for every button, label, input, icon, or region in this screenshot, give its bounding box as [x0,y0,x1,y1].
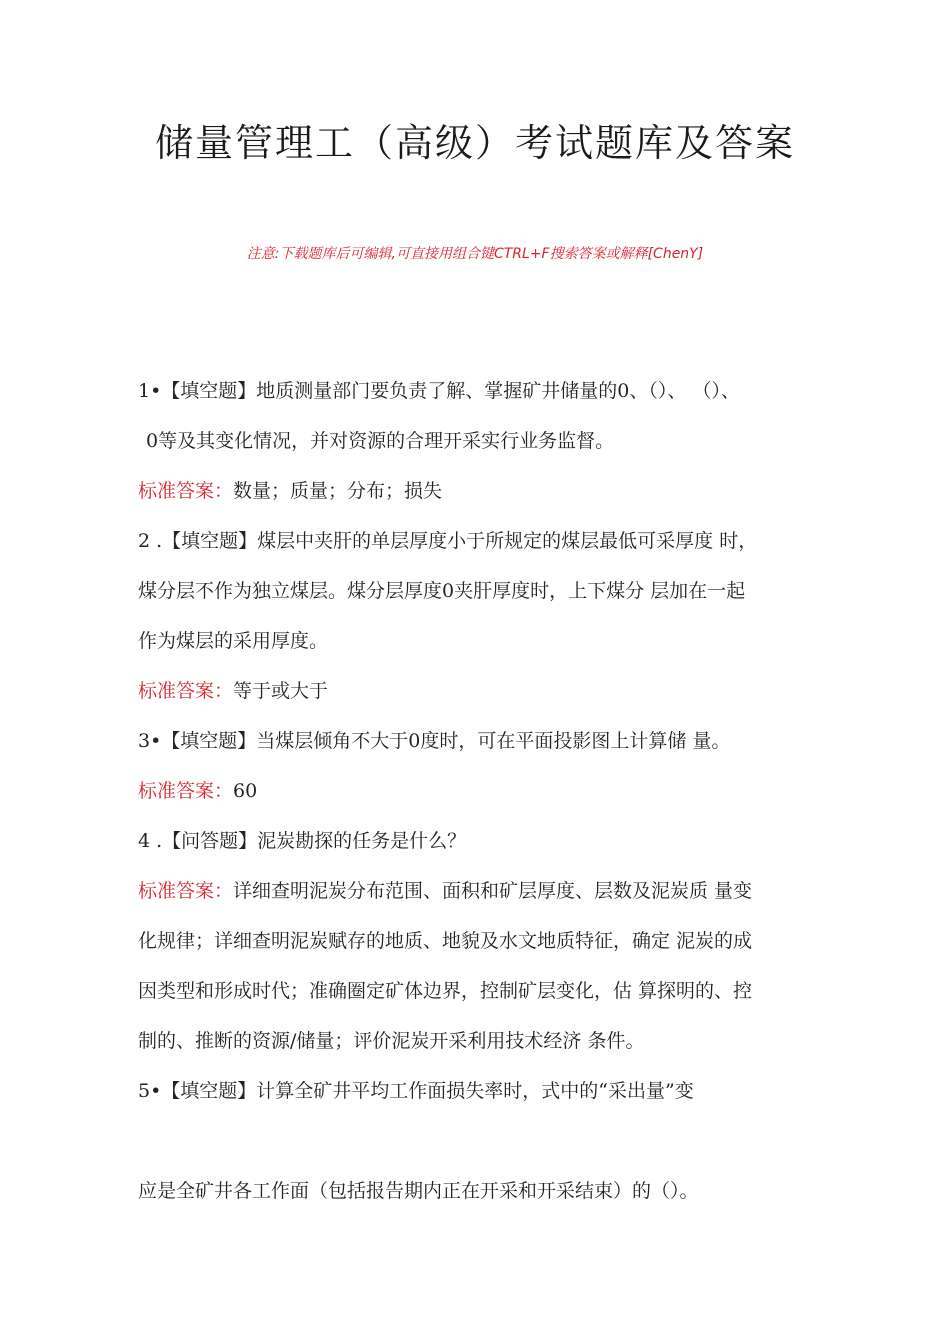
download-notice: 注意:下载题库后可编辑,可直接用组合键CTRL+F搜索答案或解释[ChenY] [246,246,704,262]
question-4-answer-line-4: 制的、推断的资源/储量；评价泥炭开采利用技术经济 条件。 [138,1030,645,1052]
question-2-line-2: 煤分层不作为独立煤层。煤分层厚度0夹肝厚度时，上下煤分 层加在一起 [138,580,746,602]
answer-label: 标准答案： [138,680,234,702]
question-1-line-2: 0等及其变化情况，并对资源的合理开采实行业务监督。 [146,430,615,452]
question-3-line-1: 3•【填空题】当煤层倾角不大于0度时，可在平面投影图上计算储 量。 [138,730,731,752]
question-2-line-3: 作为煤层的采用厚度。 [138,630,329,652]
answer-label: 标准答案： [138,780,234,802]
answer-label: 标准答案： [138,880,234,902]
answer-text: 数量；质量；分布；损失 [233,480,443,502]
question-1-answer [138,466,838,516]
question-4-answer-line-3: 因类型和形成时代；准确圈定矿体边界，控制矿层变化，估 算探明的、控 [138,980,753,1002]
answer-label: 标准答案： [138,480,234,502]
answer-text: 60 [233,780,258,802]
question-5-line-2: 应是全矿井各工作面（包括报告期内正在开采和开采结束）的（）。 [138,1180,699,1202]
paragraph-gap [138,1116,838,1166]
question-2-line-1: 2 .【填空题】煤层中夹肝的单层厚度小于所规定的煤层最低可采厚度 时， [138,530,758,552]
question-4-answer-line-2: 化规律；详细查明泥炭赋存的地质、地貌及水文地质特征，确定 泥炭的成 [138,930,753,952]
document-title: 储量管理工（高级）考试题库及答案 [154,121,795,165]
question-4-line-1: 4 .【问答题】泥炭勘探的任务是什么？ [138,830,467,852]
answer-text: 详细查明泥炭分布范围、面积和矿层厚度、层数及泥炭质 量变 [233,880,753,902]
question-1-line-1: 1•【填空题】地质测量部门要负责了解、掌握矿井储量的0、（）、 （）、 [138,380,740,402]
answer-text: 等于或大于 [233,680,329,702]
question-4-answer [138,866,838,916]
question-5-line-1: 5•【填空题】计算全矿井平均工作面损失率时，式中的“采出量”变 [138,1080,694,1102]
question-list [138,366,838,1216]
question-3-answer [138,766,838,816]
question-2-answer [138,666,838,716]
